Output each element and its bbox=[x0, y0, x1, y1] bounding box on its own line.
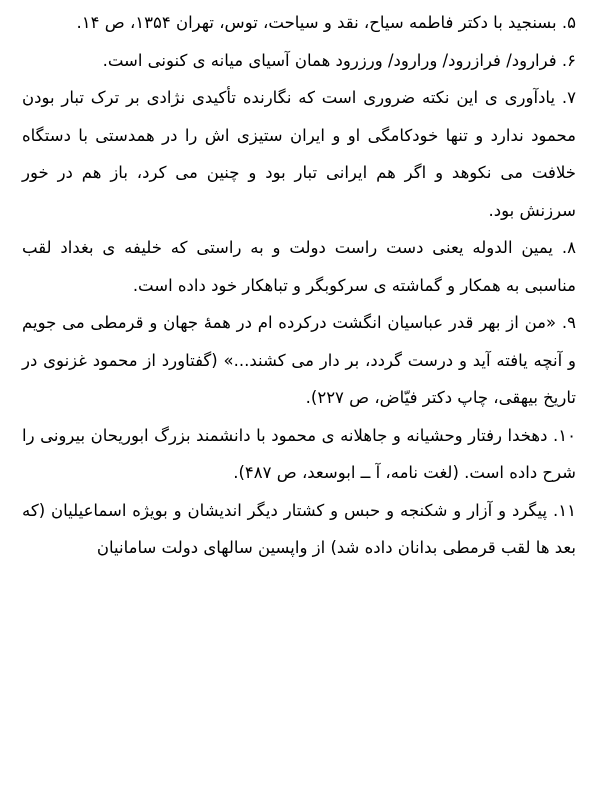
footnote-number: ۱۰. bbox=[553, 425, 576, 445]
footnote-8 bbox=[22, 229, 576, 304]
footnote-text: یمین الدوله یعنی دست راست دولت و به راستی که خلیفه ی بغداد لقب مناسبی به همکار و گماشته ی سرکوبگر و تباهکار خود داده است. bbox=[22, 238, 576, 295]
footnote-10 bbox=[22, 417, 576, 492]
footnote-number: ۹. bbox=[561, 313, 576, 332]
footnote-6 bbox=[22, 42, 576, 80]
footnote-11 bbox=[22, 492, 576, 567]
footnote-text: فرارود/ فرازرود/ ورارود/ ورزرود همان آسیای میانه ی کنونی است. bbox=[102, 50, 557, 70]
footnote-5 bbox=[22, 4, 576, 42]
footnote-9 bbox=[22, 304, 576, 417]
footnote-7 bbox=[22, 79, 576, 229]
footnote-number: ۷. bbox=[561, 88, 576, 107]
footnote-text: بسنجید با دکتر فاطمه سیاح، نقد و سیاحت، توس، تهران ۱۳۵۴، ص ۱۴. bbox=[76, 13, 557, 32]
footnote-number: ۸. bbox=[561, 238, 576, 257]
footnote-number: ۵. bbox=[561, 13, 576, 32]
footnote-number: ۶. bbox=[561, 50, 576, 70]
footnote-text: دهخدا رفتار وحشیانه و جاهلانه ی محمود با دانشمند بزرگ ابوریحان بیرونی را شرح داده است. (لغت نامه، آ ــ ابوسعد، ص ۴۸۷). bbox=[22, 425, 576, 482]
footnote-number: ۱۱. bbox=[553, 500, 576, 520]
footnote-text: «من از بهر قدر عباسیان انگشت درکرده ام در همهٔ جهان و قرمطی می جویم و آنچه یافته آید و درست گردد، بر دار می کشند...» (گفتاورد از محمود غزنوی در تاریخ بیهقی، چاپ دکتر فیّاض، ص ۲۲۷). bbox=[22, 313, 576, 407]
footnote-text: پیگرد و آزار و شکنجه و حبس و کشتار دیگر اندیشان و بویژه اسماعیلیان (که بعد ها لقب قرمطی بدانان داده شد) از واپسین سالهای دولت سامانیان bbox=[22, 500, 576, 557]
footnote-text: یادآوری ی این نکته ضروری است که نگارنده تأکیدی نژادی بر ترک تبار بودن محمود ندارد و تنها خودکامگی او و ایران ستیزی اش را در همدستی با دستگاه خلافت می نکوهد و اگر هم ایرانی تبار بود و چنین می کرد، باز هم در خور سرزنش بود. bbox=[22, 88, 576, 220]
